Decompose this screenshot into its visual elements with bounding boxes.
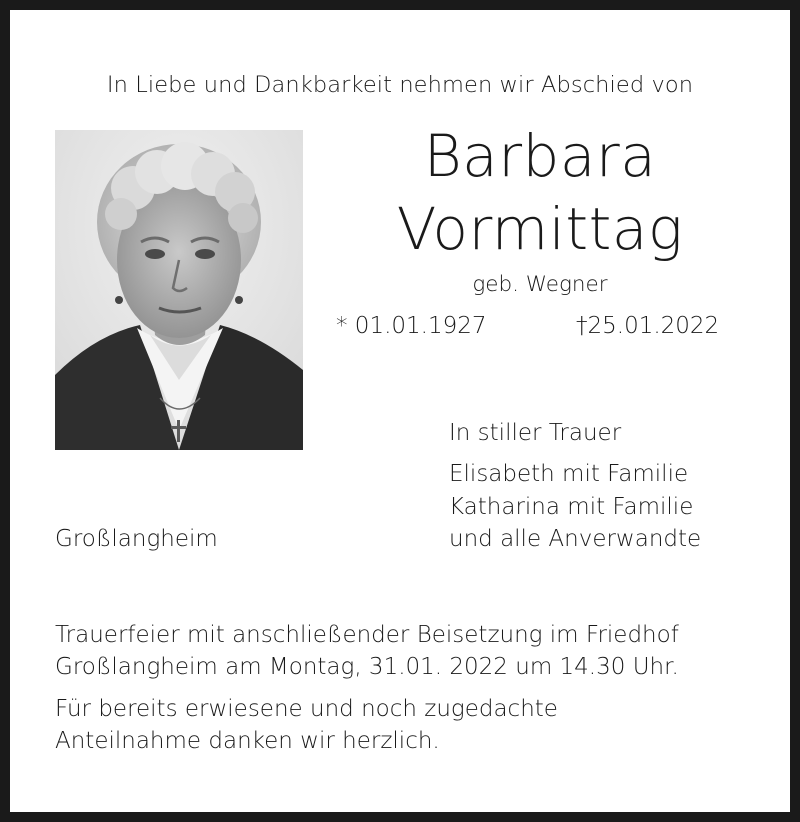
portrait-photo-icon (55, 130, 303, 450)
birth-name: geb. Wegner (472, 272, 608, 297)
thanks-line: Für bereits erwiesene und noch zugedachte (55, 696, 558, 722)
intro-text: In Liebe und Dankbarkeit nehmen wir Abschied von (106, 72, 694, 98)
name-last: Vormittag (396, 195, 684, 263)
service-line: Großlangheim am Montag, 31.01. 2022 um 14.30 Uhr. (55, 654, 679, 680)
death-date: †25.01.2022 (576, 313, 720, 339)
mourner-line: und alle Anverwandte (449, 526, 702, 552)
name-first: Barbara (423, 122, 657, 190)
mourner-line: Elisabeth mit Familie (449, 461, 689, 487)
mourning-heading: In stiller Trauer (449, 420, 622, 446)
place-name: Großlangheim (55, 526, 218, 552)
mourner-line: Katharina mit Familie (449, 494, 694, 520)
birth-date: * 01.01.1927 (336, 313, 487, 339)
thanks-line: Anteilnahme danken wir herzlich. (55, 728, 440, 754)
service-line: Trauerfeier mit anschließender Beisetzung im Friedhof (55, 622, 679, 648)
obituary-card (10, 10, 790, 812)
